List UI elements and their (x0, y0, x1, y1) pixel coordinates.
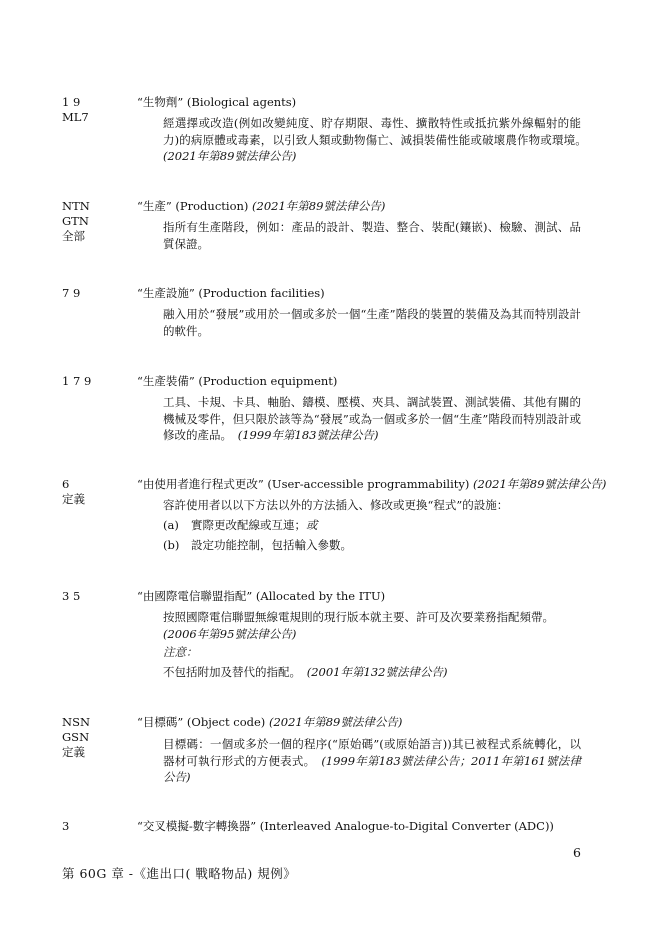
entry-code: 7 9 (62, 286, 81, 300)
entry-citation: (2021年第89號法律公告) (473, 477, 607, 491)
page-number: 6 (573, 845, 581, 860)
entry-term: “由使用者進行程式更改” (User-accessible programmability) (2021年第89號法律公告) (137, 477, 607, 491)
entry-term: “生產設施” (Production facilities) (137, 286, 325, 300)
entry-code: 3 (62, 819, 70, 833)
entry-citation: (2006年第95號法律公告) (163, 626, 297, 641)
entry-citation: (1999年第183號法律公告；2011年第161號法律公告) (163, 753, 582, 784)
entry-body: 目標碼：一個或多於一個的程序(“原始碼”(或原始語言))其已被程式系統轉化，以器材可執行形式的方便表式。 (1999年第183號法律公告；2011年第161號法律公告) (163, 737, 582, 784)
entry-code: 3 5 (62, 589, 81, 603)
list-item: (b) 設定功能控制，包括輸入參數。 (163, 538, 352, 552)
entry-citation: (1999年第183號法律公告) (237, 428, 379, 442)
entry-citation: (2001年第132號法律公告) (306, 665, 448, 679)
entry-body: 按照國際電信聯盟無線電規則的現行版本就主要、許可及次要業務指配頻帶。 (2006年第95號法律公告) (163, 610, 554, 641)
entry-term: “交叉模擬-數字轉換器” (Interleaved Analogue-to-Digital Converter (ADC)) (137, 819, 554, 833)
entry-citation: (2021年第89號法律公告) (163, 149, 297, 163)
entry-body: 經選擇或改造(例如改變純度、貯存期限、毒性、擴散特性或抵抗紫外線輻射的能力)的病原體或毒素，以引致人類或動物傷亡、減損裝備性能或破壞農作物或環境。 (2021年第89號法律公告) (163, 116, 581, 163)
note-label: 注意： (163, 645, 198, 659)
entry-code: 1 9 ML7 (62, 95, 89, 124)
entry-body: 指所有生產階段，例如：產品的設計、製造、整合、裝配(鑲嵌)、檢驗、測試、品質保證。 (163, 220, 581, 251)
entry-code: 6 定義 (62, 477, 85, 506)
list-item-label: (b) (163, 538, 180, 552)
entry-body: 容許使用者以以下方法以外的方法插入、修改或更換“程式”的設施： (163, 498, 509, 512)
entry-citation: (2021年第89號法律公告) (268, 715, 403, 729)
entry-term: “由國際電信聯盟指配” (Allocated by the ITU) (137, 589, 386, 603)
entry-citation: (2021年第89號法律公告) (252, 199, 386, 213)
entry-term: “生物劑” (Biological agents) (137, 95, 297, 109)
list-item: (a) 實際更改配線或互連；或 (163, 518, 318, 532)
entry-body: 融入用於“發展”或用於一個或多於一個“生產”階段的裝置的裝備及為其而特別設計的軟件。 (163, 307, 581, 338)
entry-term: “生產裝備” (Production equipment) (137, 374, 338, 388)
entry-term: “目標碼” (Object code) (2021年第89號法律公告) (137, 715, 403, 729)
entry-body: 工具、卡規、卡具、軸胎、鑄模、壓模、夾具、調試裝置、測試裝備、其他有關的機械及零件，但只限於該等為“發展”或為一個或多於一個“生產”階段而特別設計或修改的產品。 (1999年第183號法律公告) (163, 395, 581, 442)
entry-code: NTN GTN 全部 (62, 199, 90, 243)
page-footer: 第 60G 章 -《進出口( 戰略物品) 規例》 (62, 866, 297, 881)
entry-term: “生產” (Production) (2021年第89號法律公告) (137, 199, 386, 213)
entry-code: NSN GSN 定義 (62, 715, 91, 759)
list-item-label: (a) (163, 518, 179, 532)
entry-code: 1 7 9 (62, 374, 92, 388)
note-body: 不包括附加及替代的指配。 (2001年第132號法律公告) (163, 665, 448, 679)
